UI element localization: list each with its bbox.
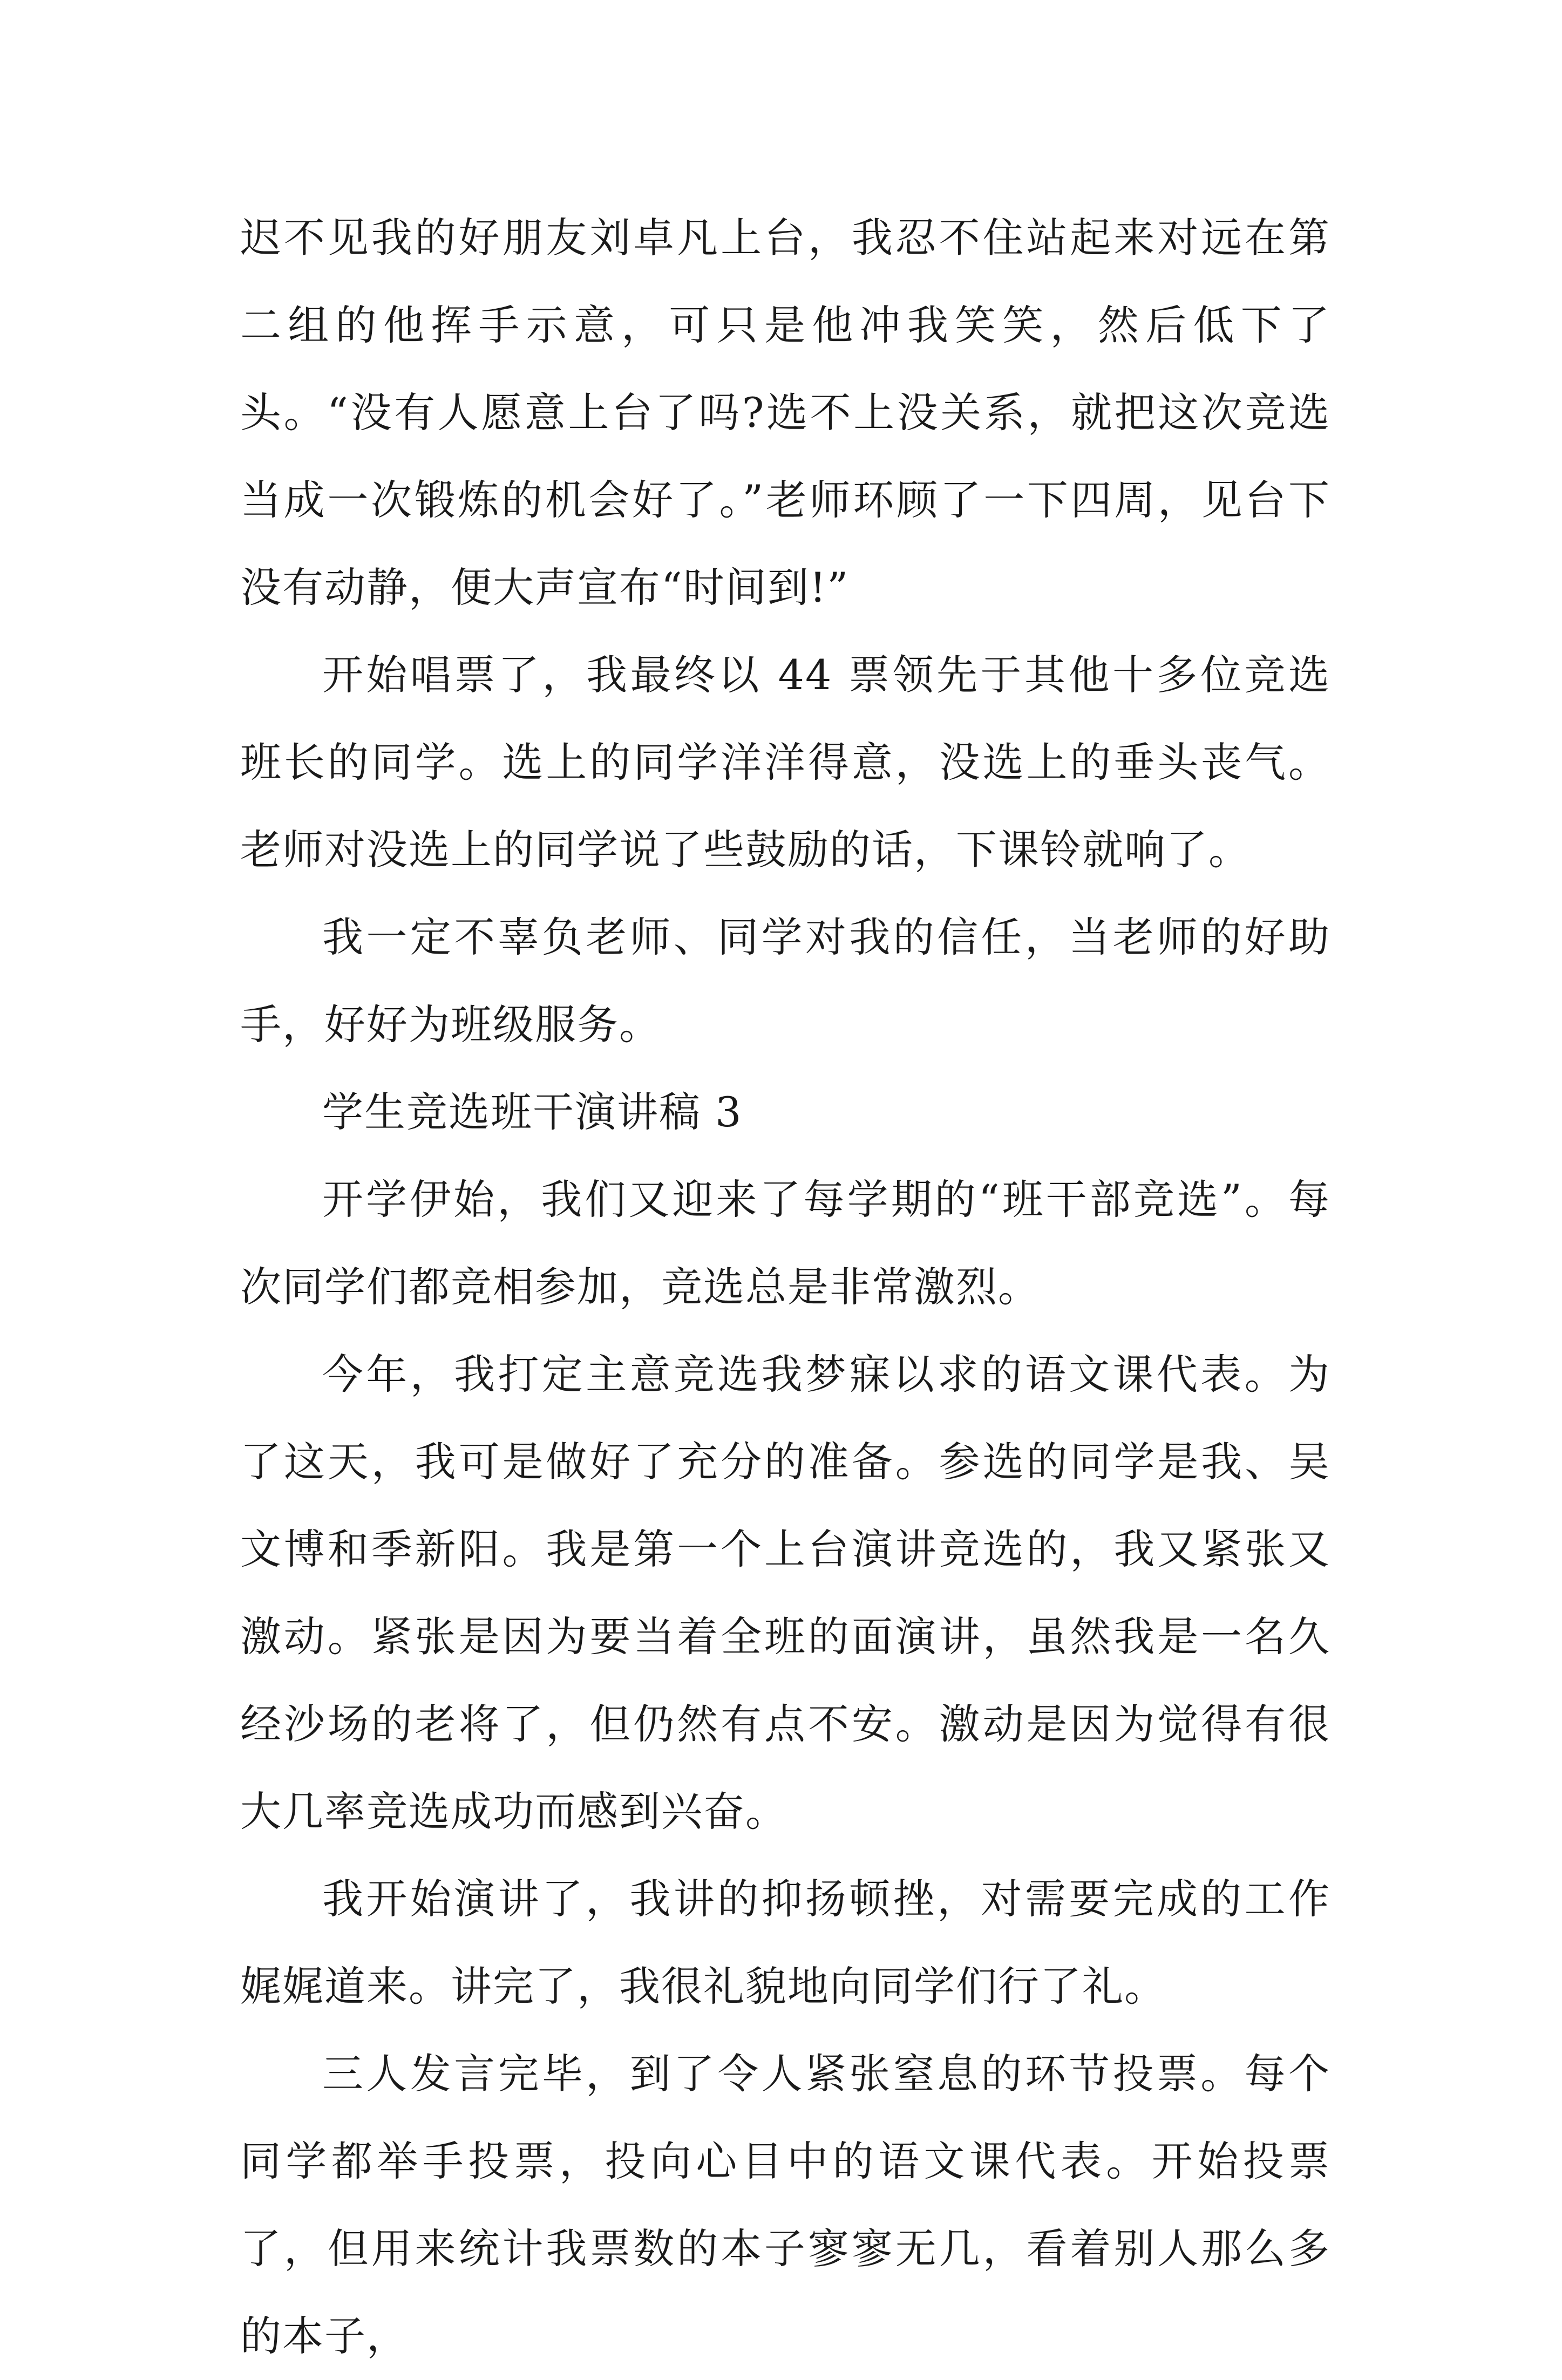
paragraph-continuation: 迟不见我的好朋友刘卓凡上台，我忍不住站起来对远在第二组的他挥手示意，可只是他冲我笑笑，然后低下了头。“没有人愿意上台了吗?选不上没关系，就把这次竞选当成一次锻炼的机会好了。”老师环顾了一下四周，见台下没有动静，便大声宣布“时间到!” [240,214,1330,611]
paragraph-semester-start: 开学伊始，我们又迎来了每学期的“班干部竞选”。每次同学们都竞相参加，竞选总是非常激烈。 [240,1175,1330,1311]
paragraph-promise: 我一定不辜负老师、同学对我的信任，当老师的好助手，好好为班级服务。 [240,913,1330,1049]
section-heading: 学生竞选班干演讲稿 3 [322,1088,743,1136]
paragraph-preparation: 今年，我打定主意竞选我梦寐以求的语文课代表。为了这天，我可是做好了充分的准备。参选的同学是我、吴文博和季新阳。我是第一个上台演讲竞选的，我又紧张又激动。紧张是因为要当着全班的面演讲，虽然我是一名久经沙场的老将了，但仍然有点不安。激动是因为觉得有很大几率竞选成功而感到兴奋。 [240,1350,1330,1835]
paragraph-voting: 三人发言完毕，到了令人紧张窒息的环节投票。每个同学都举手投票，投向心目中的语文课代表。开始投票了，但用来统计我票数的本子寥寥无几，看着别人那么多的本子， [240,2050,1330,2360]
paragraph-speech: 我开始演讲了，我讲的抑扬顿挫，对需要完成的工作娓娓道来。讲完了，我很礼貌地向同学们行了礼。 [240,1875,1330,2010]
paragraph-vote-count: 开始唱票了，我最终以 44 票领先于其他十多位竞选班长的同学。选上的同学洋洋得意，没选上的垂头丧气。老师对没选上的同学说了些鼓励的话，下课铃就响了。 [240,651,1330,874]
document-body [240,194,1330,2380]
